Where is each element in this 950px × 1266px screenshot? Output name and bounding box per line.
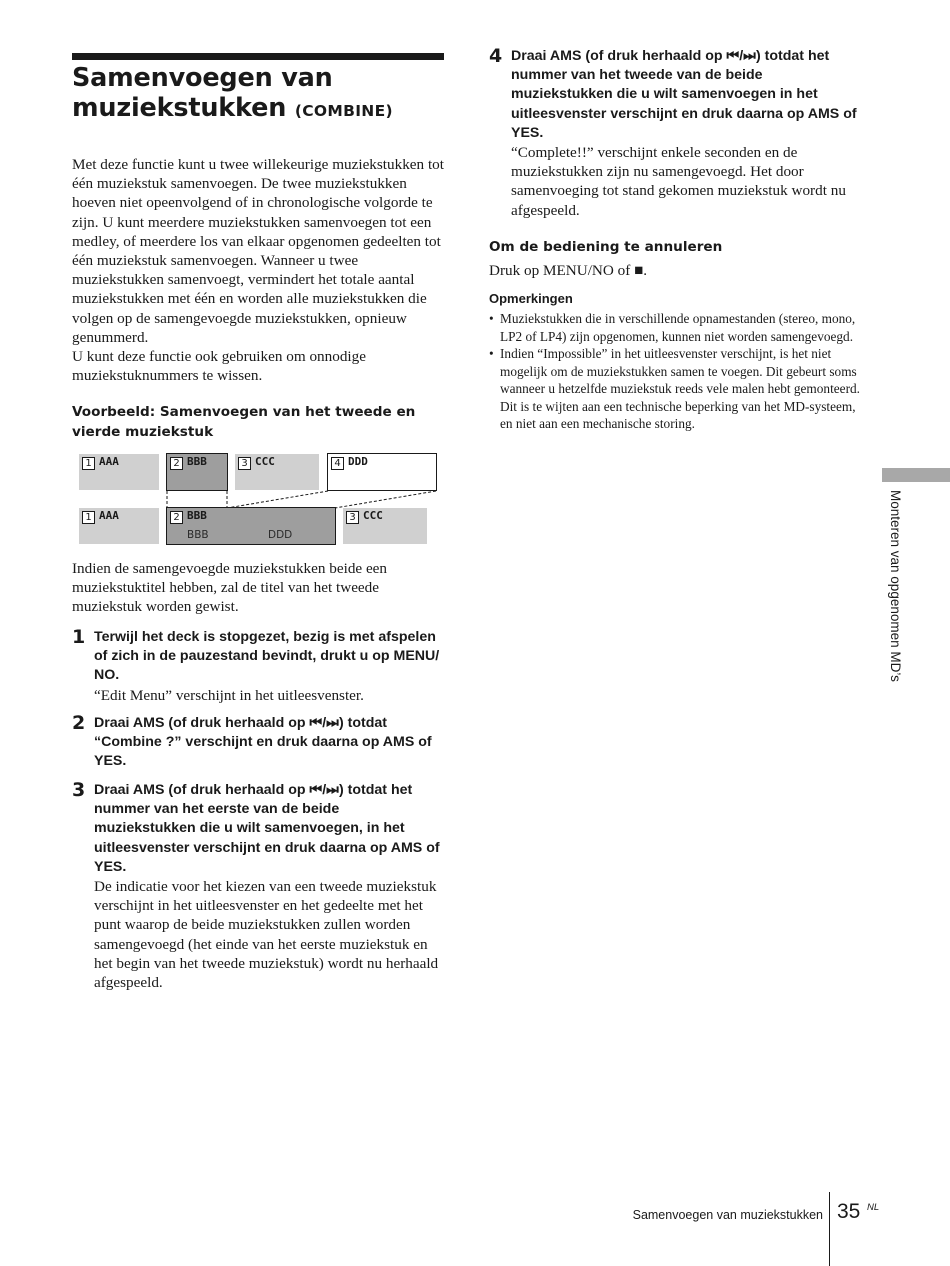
step-instruction: Terwijl het deck is stopgezet, bezig is met afspelen of zich in de pauzestand bevindt, drukt u op MENU/ NO. [94,629,440,684]
combined-part-label: BBB [187,529,209,541]
track-before-3 [235,454,319,490]
notes-list [489,310,861,433]
title-rule [72,53,444,60]
step-3 [72,781,444,992]
step-instruction: Draai AMS (of druk herhaald op ⏮/⏭) totdat het nummer van het tweede van de beide muziekstukken die u wilt samenvoegen in het uitleesvenster verschijnt en druk daarna op AMS of YES. [511,48,857,141]
step-number: 3 [72,779,86,801]
title-main: Samenvoegen van muziekstukken [72,63,333,123]
note-item: • Muziekstukken die in verschillende opnamestanden (stereo, mono, LP2 of LP4) zijn opgenomen, kunnen niet worden samengevoegd. [489,310,861,345]
track-number: 3 [238,457,251,470]
intro-paragraph-2: U kunt deze functie ook gebruiken om onnodige muziekstuknummers te wissen. [72,348,366,385]
footer-divider [829,1192,830,1266]
track-number: 1 [82,511,95,524]
title-sub: (COMBINE) [294,102,393,120]
track-name: CCC [255,455,275,468]
track-name: CCC [363,509,383,522]
track-name: BBB [187,455,207,468]
cancel-text: Druk op MENU/NO of ■. [489,262,648,279]
step-1 [72,628,444,705]
page-title [72,63,452,126]
page-number: 35 [837,1200,861,1223]
track-name: AAA [99,509,119,522]
section-tab [882,468,950,482]
step-description: “Edit Menu” verschijnt in het uitleesvenster. [94,686,364,704]
step-instruction: Draai AMS (of druk herhaald op ⏮/⏭) totdat “Combine ?” verschijnt en druk daarna op AMS of YES. [94,715,432,770]
track-number: 2 [170,511,183,524]
step-description: “Complete!!” verschijnt enkele seconden en de muziekstukken zijn nu samengevoegd. Het door samenvoeging tot stand gekomen muziekstuk wordt nu afgespeeld. [511,144,846,219]
track-name: DDD [348,455,368,468]
connector-line [227,491,328,508]
track-after-1 [79,508,159,544]
page-language: NL [867,1202,880,1213]
note-item: • Indien “Impossible” in het uitleesvenster verschijnt, is het niet mogelijk om de muziekstukken samen te voegen. Dit gebeurt soms wanneer u hetzelfde muziekstuk reeds vele malen hebt gemonteerd. Dit is te wijten aan een technische beperking van het MD-systeem, en niet aan een mechanische storing. [489,345,861,433]
track-number: 2 [170,457,183,470]
track-after-2-combined [166,507,336,545]
intro-text [72,155,444,385]
track-number: 4 [331,457,344,470]
step-number: 1 [72,626,86,648]
combine-diagram [78,452,440,548]
step-2 [72,714,444,772]
track-before-1 [79,454,159,490]
track-before-4 [327,453,437,491]
intro-paragraph: Met deze functie kunt u twee willekeurige muziekstukken tot één muziekstuk samenvoegen. De twee muziekstukken hoeven niet opeenvolgend of in chronologische volgorde te zijn. U kunt meerdere muziekstukken samenvoegen tot een medley, of meerdere los van elkaar opgenomen gedeelten tot één muziekstuk samenvoegen. Wanneer u twee muziekstukken samenvoegt, vermindert het totale aantal muziekstukken met één en worden alle muziekstukken die volgen op de samengevoegde muziekstukken, opnieuw genummerd. [72,156,444,346]
after-diagram-text: Indien de samengevoegde muziekstukken beide een muziekstuktitel hebben, zal de titel van het tweede muziekstuk worden gewist. [72,560,388,616]
connector-line [335,491,436,508]
step-description: De indicatie voor het kiezen van een tweede muziekstuk verschijnt in het uitleesvenster en het gedeelte met het punt waarop de beide muziekstukken zullen worden samengevoegd (het einde van het eerste muziekstuk en het begin van het tweede muziekstuk) wordt nu herhaald afgespeeld. [94,878,439,992]
step-instruction: Draai AMS (of druk herhaald op ⏮/⏭) totdat het nummer van het eerste van de beide muziekstukken die u wilt samenvoegen, in het uitleesvenster verschijnt en druk daarna op AMS of YES. [94,782,440,875]
track-name: AAA [99,455,119,468]
track-after-3 [343,508,427,544]
track-number: 1 [82,457,95,470]
step-number: 4 [489,45,503,67]
footer-section-title: Samenvoegen van muziekstukken [632,1208,823,1222]
cancel-heading: Om de bediening te annuleren [489,239,723,255]
combined-part-label: DDD [268,529,293,541]
track-number: 3 [346,511,359,524]
example-heading: Voorbeeld: Samenvoegen van het tweede en vierde muziekstuk [72,404,416,440]
track-name: BBB [187,509,207,522]
section-side-label: Monteren van opgenomen MD’s [888,490,903,682]
track-before-2 [166,453,228,491]
notes-heading: Opmerkingen [489,291,573,306]
step-4 [489,47,861,220]
step-number: 2 [72,712,86,734]
